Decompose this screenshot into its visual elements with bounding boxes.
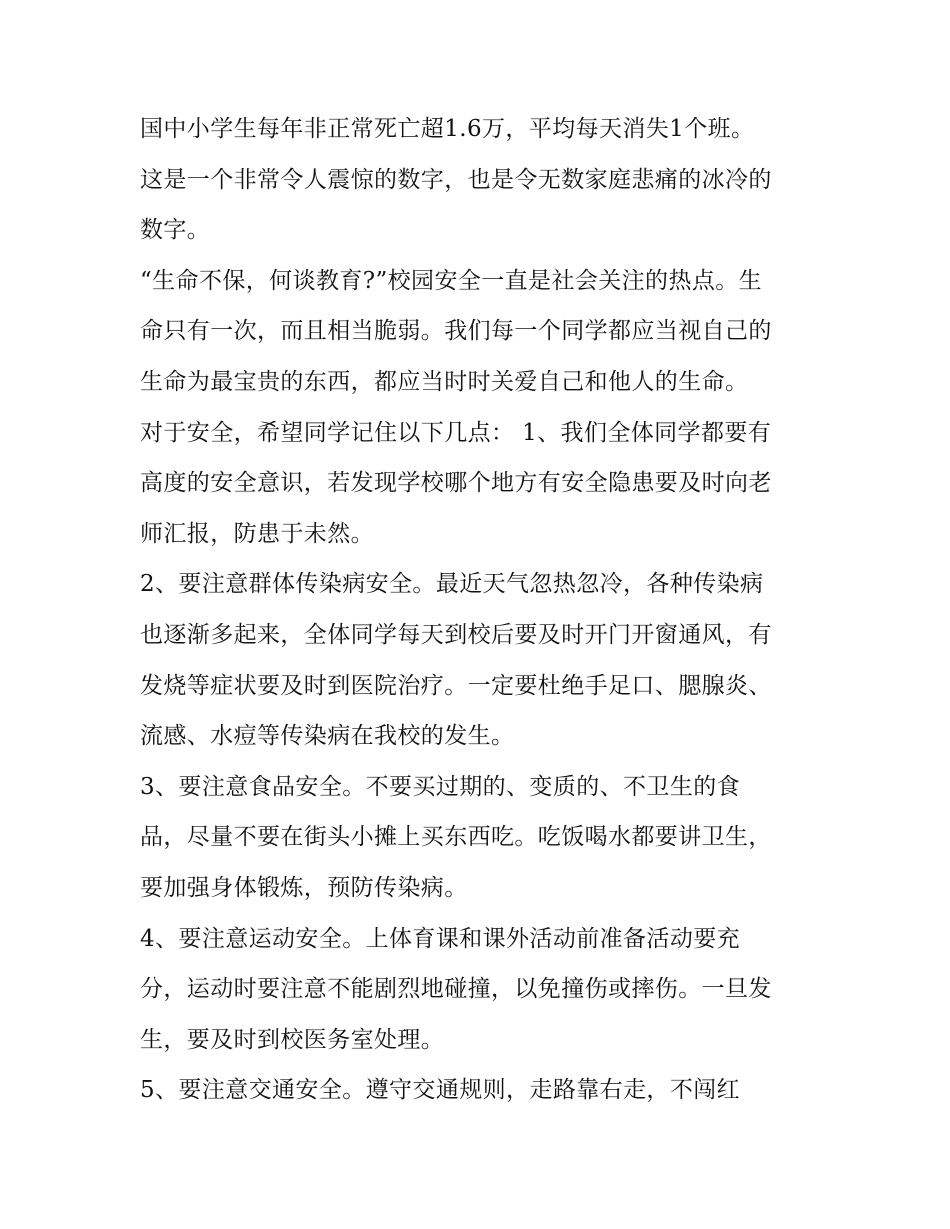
text-line: 3、要注意食品安全。不要买过期的、变质的、不卫生的食: [140, 773, 741, 800]
text-line: 要加强身体锻炼，预防传染病。: [140, 874, 468, 901]
text-line: 国中小学生每年非正常死亡超1.6万，平均每天消失1个班。: [140, 116, 755, 142]
text-line: 流感、水痘等传染病在我校的发生。: [140, 723, 515, 750]
text-line: 数字。: [140, 217, 211, 244]
text-line: 4、要注意运动安全。上体育课和课外活动前准备活动要充: [140, 925, 741, 952]
text-line: 师汇报，防患于未然。: [140, 520, 374, 547]
text-line: 高度的安全意识，若发现学校哪个地方有安全隐患要及时向老: [140, 470, 772, 497]
text-line: 发烧等症状要及时到医院治疗。一定要杜绝手足口、腮腺炎、: [140, 672, 772, 699]
document-body: [140, 104, 820, 1116]
text-line: 5、要注意交通安全。遵守交通规则，走路靠右走，不闯红: [140, 1077, 741, 1104]
text-line: 2、要注意群体传染病安全。最近天气忽热忽冷，各种传染病: [140, 571, 764, 598]
text-line: 生命为最宝贵的东西，都应当时时关爱自己和他人的生命。: [140, 368, 749, 395]
text-line: 命只有一次，而且相当脆弱。我们每一个同学都应当视自己的: [140, 318, 772, 345]
text-line: 对于安全，希望同学记住以下几点： 1、我们全体同学都要有: [140, 419, 772, 446]
text-line: 生，要及时到校医务室处理。: [140, 1026, 445, 1053]
text-line: “生命不保，何谈教育?”校园安全一直是社会关注的热点。生: [140, 267, 763, 294]
text-line: 分，运动时要注意不能剧烈地碰撞，以免撞伤或摔伤。一旦发: [140, 976, 772, 1003]
text-line: 也逐渐多起来，全体同学每天到校后要及时开门开窗通风，有: [140, 621, 772, 648]
text-line: 这是一个非常令人震惊的数字，也是令无数家庭悲痛的冰冷的: [140, 166, 772, 193]
text-line: 品，尽量不要在街头小摊上买东西吃。吃饭喝水都要讲卫生，: [140, 824, 772, 851]
